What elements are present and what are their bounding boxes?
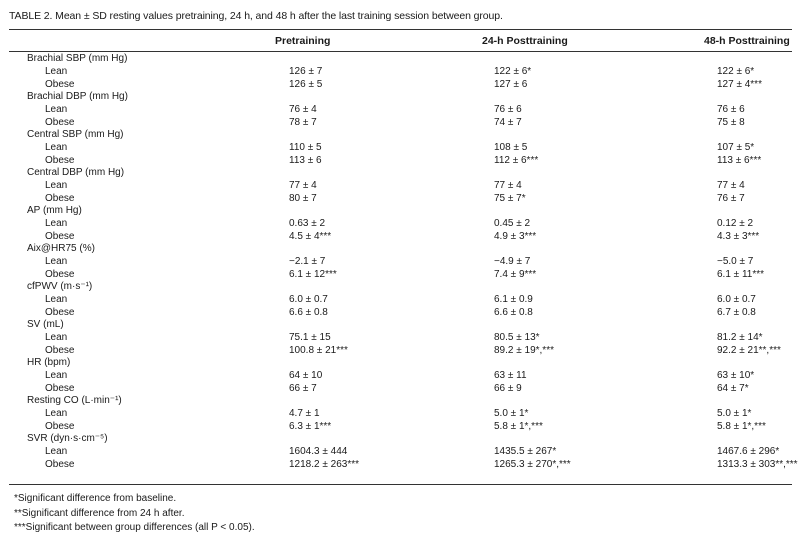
table-group-row xyxy=(9,91,800,104)
cell-24-h-posttraining: 80.5 ± 13* xyxy=(494,332,540,344)
group-label: Resting CO (L·min⁻¹) xyxy=(27,395,122,407)
cell-24-h-posttraining: 74 ± 7 xyxy=(494,116,522,128)
cell-48-h-posttraining xyxy=(717,53,800,66)
cell-pretraining xyxy=(289,167,494,180)
cell-48-h-posttraining xyxy=(717,433,800,446)
cell-48-h-posttraining xyxy=(717,319,800,332)
cell-pretraining: 6.0 ± 0.7 xyxy=(289,294,328,306)
cell-48-h-posttraining: 122 ± 6* xyxy=(717,66,755,77)
cell-48-h-posttraining: 1313.3 ± 303**,*** xyxy=(717,458,798,470)
cell-24-h-posttraining xyxy=(494,167,717,180)
cell-24-h-posttraining: 5.8 ± 1*,*** xyxy=(494,420,543,432)
table-row xyxy=(9,446,800,459)
row-label: Lean xyxy=(45,218,68,230)
cell-24-h-posttraining: 66 ± 9 xyxy=(494,382,522,394)
row-label: Lean xyxy=(45,104,68,116)
cell-24-h-posttraining: −4.9 ± 7 xyxy=(494,256,531,268)
cell-48-h-posttraining: 5.8 ± 1*,*** xyxy=(717,420,766,432)
bottom-rule xyxy=(9,484,792,485)
cell-24-h-posttraining xyxy=(494,53,717,66)
cell-24-h-posttraining: 7.4 ± 9*** xyxy=(494,268,537,280)
table-row xyxy=(9,344,800,357)
table-row xyxy=(9,382,800,395)
cell-pretraining xyxy=(289,91,494,104)
cell-24-h-posttraining: 75 ± 7* xyxy=(494,192,526,204)
table-group-row xyxy=(9,167,800,180)
top-rule xyxy=(9,29,792,30)
footnote-between-group: ***Significant between group differences (all P < 0.05). xyxy=(14,522,255,533)
cell-pretraining: 66 ± 7 xyxy=(289,382,317,394)
footnotes xyxy=(14,492,255,536)
cell-pretraining: 6.3 ± 1*** xyxy=(289,420,332,432)
row-label: Obese xyxy=(45,78,75,90)
cell-24-h-posttraining xyxy=(494,395,717,408)
cell-pretraining: 75.1 ± 15 xyxy=(289,332,331,344)
cell-48-h-posttraining: 76 ± 6 xyxy=(717,104,745,116)
row-label: Obese xyxy=(45,230,75,242)
table-row xyxy=(9,332,800,345)
cell-48-h-posttraining xyxy=(717,281,800,294)
cell-48-h-posttraining: 81.2 ± 14* xyxy=(717,332,763,344)
cell-48-h-posttraining: 75 ± 8 xyxy=(717,116,745,128)
table-row xyxy=(9,180,800,193)
group-label: Central SBP (mm Hg) xyxy=(27,129,124,141)
table-group-row xyxy=(9,129,800,142)
group-label: Brachial DBP (mm Hg) xyxy=(27,91,128,103)
cell-48-h-posttraining: 77 ± 4 xyxy=(717,180,745,192)
row-label: Lean xyxy=(45,294,68,306)
cell-48-h-posttraining: 76 ± 7 xyxy=(717,192,745,204)
column-header-24h-posttraining: 24-h Posttraining xyxy=(482,35,568,47)
cell-pretraining xyxy=(289,281,494,294)
cell-24-h-posttraining: 108 ± 5 xyxy=(494,142,528,154)
cell-24-h-posttraining: 112 ± 6*** xyxy=(494,154,539,166)
row-label: Obese xyxy=(45,154,75,166)
group-label: cfPWV (m·s⁻¹) xyxy=(27,281,93,293)
cell-pretraining: 1604.3 ± 444 xyxy=(289,446,348,458)
group-label: AP (mm Hg) xyxy=(27,205,82,217)
cell-24-h-posttraining: 63 ± 11 xyxy=(494,370,527,382)
cell-pretraining xyxy=(289,129,494,142)
cell-24-h-posttraining xyxy=(494,281,717,294)
group-label: Aix@HR75 (%) xyxy=(27,243,95,255)
cell-24-h-posttraining: 122 ± 6* xyxy=(494,66,532,77)
cell-48-h-posttraining: 5.0 ± 1* xyxy=(717,408,752,420)
cell-48-h-posttraining xyxy=(717,91,800,104)
table-row xyxy=(9,142,800,155)
column-header-48h-posttraining: 48-h Posttraining xyxy=(704,35,790,47)
cell-48-h-posttraining: 6.1 ± 11*** xyxy=(717,268,765,280)
cell-48-h-posttraining: 6.0 ± 0.7 xyxy=(717,294,756,306)
cell-48-h-posttraining: 0.12 ± 2 xyxy=(717,218,754,230)
table-row xyxy=(9,218,800,231)
table-row xyxy=(9,230,800,243)
table-row xyxy=(9,192,800,205)
footnote-24h: **Significant difference from 24 h after. xyxy=(14,507,185,519)
table-row xyxy=(9,104,800,117)
cell-48-h-posttraining: 127 ± 4*** xyxy=(717,78,762,90)
column-header-pretraining: Pretraining xyxy=(275,35,331,47)
cell-48-h-posttraining: 107 ± 5* xyxy=(717,142,755,154)
table-row xyxy=(9,370,800,383)
row-label: Lean xyxy=(45,370,68,382)
table-group-row xyxy=(9,205,800,218)
cell-pretraining: 6.1 ± 12*** xyxy=(289,268,337,280)
table-row xyxy=(9,66,800,79)
row-label: Obese xyxy=(45,420,75,432)
table-row xyxy=(9,154,800,167)
cell-24-h-posttraining: 0.45 ± 2 xyxy=(494,218,531,230)
table-group-row xyxy=(9,319,800,332)
table-row xyxy=(9,268,800,281)
cell-48-h-posttraining: 113 ± 6*** xyxy=(717,154,762,166)
cell-48-h-posttraining xyxy=(717,395,800,408)
table-row xyxy=(9,420,800,433)
cell-pretraining: 0.63 ± 2 xyxy=(289,218,326,230)
cell-24-h-posttraining: 5.0 ± 1* xyxy=(494,408,529,420)
row-label: Obese xyxy=(45,382,75,394)
cell-48-h-posttraining xyxy=(717,243,800,256)
cell-24-h-posttraining: 76 ± 6 xyxy=(494,104,522,116)
cell-48-h-posttraining: −5.0 ± 7 xyxy=(717,256,754,268)
row-label: Lean xyxy=(45,66,68,77)
cell-pretraining: −2.1 ± 7 xyxy=(289,256,326,268)
row-label: Lean xyxy=(45,256,68,268)
cell-24-h-posttraining xyxy=(494,433,717,446)
row-label: Obese xyxy=(45,306,75,318)
cell-pretraining xyxy=(289,433,494,446)
cell-48-h-posttraining: 63 ± 10* xyxy=(717,370,755,382)
cell-pretraining: 78 ± 7 xyxy=(289,116,317,128)
cell-pretraining xyxy=(289,243,494,256)
cell-24-h-posttraining: 1435.5 ± 267* xyxy=(494,446,557,458)
cell-pretraining xyxy=(289,53,494,66)
cell-48-h-posttraining xyxy=(717,205,800,218)
table-row xyxy=(9,408,800,421)
cell-24-h-posttraining: 127 ± 6 xyxy=(494,78,528,90)
table-group-row xyxy=(9,243,800,256)
cell-24-h-posttraining: 6.6 ± 0.8 xyxy=(494,306,533,318)
row-label: Lean xyxy=(45,408,68,420)
cell-pretraining: 77 ± 4 xyxy=(289,180,317,192)
table-group-row xyxy=(9,357,800,370)
row-label: Obese xyxy=(45,268,75,280)
group-label: Brachial SBP (mm Hg) xyxy=(27,53,128,65)
cell-pretraining: 80 ± 7 xyxy=(289,192,317,204)
cell-48-h-posttraining: 1467.6 ± 296* xyxy=(717,446,780,458)
header-rule xyxy=(9,51,792,52)
cell-48-h-posttraining: 6.7 ± 0.8 xyxy=(717,306,756,318)
cell-24-h-posttraining: 1265.3 ± 270*,*** xyxy=(494,458,571,470)
cell-pretraining: 4.7 ± 1 xyxy=(289,408,320,420)
footnote-baseline: *Significant difference from baseline. xyxy=(14,493,177,504)
cell-pretraining xyxy=(289,395,494,408)
table-group-row xyxy=(9,395,800,408)
row-label: Lean xyxy=(45,180,68,192)
table-row xyxy=(9,256,800,269)
cell-24-h-posttraining: 89.2 ± 19*,*** xyxy=(494,344,554,356)
table-row xyxy=(9,294,800,307)
cell-24-h-posttraining: 4.9 ± 3*** xyxy=(494,230,537,242)
row-label: Obese xyxy=(45,116,75,128)
cell-pretraining: 126 ± 5 xyxy=(289,78,323,90)
cell-24-h-posttraining xyxy=(494,319,717,332)
cell-48-h-posttraining xyxy=(717,129,800,142)
cell-24-h-posttraining xyxy=(494,357,717,370)
data-table xyxy=(9,53,800,471)
cell-pretraining: 110 ± 5 xyxy=(289,142,322,154)
cell-pretraining: 4.5 ± 4*** xyxy=(289,230,332,242)
cell-pretraining: 1218.2 ± 263*** xyxy=(289,458,359,470)
row-label: Obese xyxy=(45,344,75,356)
cell-24-h-posttraining xyxy=(494,129,717,142)
cell-24-h-posttraining xyxy=(494,205,717,218)
table-group-row xyxy=(9,433,800,446)
cell-pretraining: 64 ± 10 xyxy=(289,370,323,382)
cell-pretraining: 6.6 ± 0.8 xyxy=(289,306,328,318)
table-row xyxy=(9,116,800,129)
group-label: SVR (dyn·s·cm⁻⁵) xyxy=(27,433,108,445)
table-group-row xyxy=(9,281,800,294)
cell-pretraining xyxy=(289,205,494,218)
cell-pretraining xyxy=(289,357,494,370)
table-row xyxy=(9,78,800,91)
row-label: Lean xyxy=(45,332,68,344)
cell-pretraining: 100.8 ± 21*** xyxy=(289,344,348,356)
table-body xyxy=(9,53,800,471)
row-label: Obese xyxy=(45,192,75,204)
cell-48-h-posttraining xyxy=(717,167,800,180)
row-label: Obese xyxy=(45,458,75,470)
row-label: Lean xyxy=(45,142,68,154)
cell-pretraining: 76 ± 4 xyxy=(289,104,317,116)
table-caption: TABLE 2. Mean ± SD resting values pretraining, 24 h, and 48 h after the last training session between group. xyxy=(9,10,503,22)
cell-48-h-posttraining: 64 ± 7* xyxy=(717,382,749,394)
group-label: SV (mL) xyxy=(27,319,64,331)
table-group-row xyxy=(9,53,800,66)
cell-24-h-posttraining: 77 ± 4 xyxy=(494,180,522,192)
group-label: Central DBP (mm Hg) xyxy=(27,167,125,179)
cell-24-h-posttraining: 6.1 ± 0.9 xyxy=(494,294,533,306)
cell-48-h-posttraining: 92.2 ± 21**,*** xyxy=(717,344,781,356)
cell-pretraining: 126 ± 7 xyxy=(289,66,323,77)
cell-24-h-posttraining xyxy=(494,91,717,104)
cell-pretraining: 113 ± 6 xyxy=(289,154,322,166)
cell-pretraining xyxy=(289,319,494,332)
table-row xyxy=(9,306,800,319)
cell-24-h-posttraining xyxy=(494,243,717,256)
table-row xyxy=(9,459,800,472)
group-label: HR (bpm) xyxy=(27,357,71,369)
cell-48-h-posttraining xyxy=(717,357,800,370)
row-label: Lean xyxy=(45,446,68,458)
cell-48-h-posttraining: 4.3 ± 3*** xyxy=(717,230,760,242)
